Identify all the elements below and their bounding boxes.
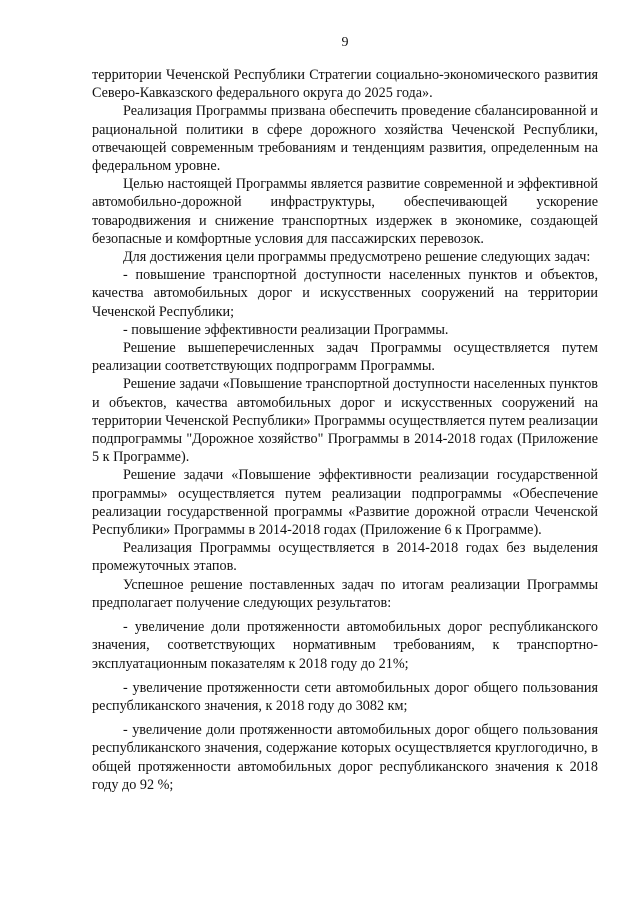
list-item: - повышение эффективности реализации Программы.	[123, 321, 449, 338]
paragraph: территории Чеченской Республики Стратегии социально-экономического развития Северо-Кавказского федерального округа до 2025 года».	[92, 67, 598, 102]
paragraph: Реализация Программы призвана обеспечить проведение сбалансированной и рациональной политики в сфере дорожного хозяйства Чеченской Республики, отвечающей современным требованиям и тенденциям развития, определенным на федеральном уровне.	[92, 103, 598, 175]
paragraph: Решение задачи «Повышение транспортной доступности населенных пунктов и объектов, качества автомобильных дорог и искусственных сооружений на территории Чеченской Республики» Программы осуществляется путем реализации подпрограммы "Дорожное хозяйство" Программы в 2014-2018 годах (Приложение 5 к Программе).	[92, 376, 598, 466]
list-item: - повышение транспортной доступности населенных пунктов и объектов, качества автомобильных дорог и искусственных сооружений на территории Чеченской Республики;	[92, 267, 598, 320]
page-number: 9	[341, 35, 349, 50]
paragraph: Решение задачи «Повышение эффективности реализации государственной программы» осуществляется путем реализации подпрограммы «Обеспечение реализации государственной программы «Развитие дорожной отрасли Чеченской Республики» Программы в 2014-2018 годах (Приложение 6 к Программе).	[92, 467, 598, 539]
paragraph: Решение вышеперечисленных задач Программы осуществляется путем реализации соответствующих подпрограмм Программы.	[92, 340, 598, 375]
document-body	[92, 66, 598, 794]
list-item: - увеличение доли протяженности автомобильных дорог общего пользования республиканского значения, содержание которых осуществляется круглогодично, в общей протяженности автомобильных дорог республиканского значения к 2018 году до 92 %;	[92, 722, 598, 793]
document-page	[92, 34, 598, 794]
paragraph: Целью настоящей Программы является развитие современной и эффективной автомобильно-дорожной инфраструктуры, обеспечивающей ускорение товародвижения и снижение транспортных издержек в экономике, создающей безопасные и комфортные условия для пассажирских перевозок.	[92, 176, 598, 247]
paragraph: Реализация Программы осуществляется в 2014-2018 годах без выделения промежуточных этапов.	[92, 540, 598, 575]
paragraph: Для достижения цели программы предусмотрено решение следующих задач:	[123, 249, 591, 266]
paragraph: Успешное решение поставленных задач по итогам реализации Программы предполагает получение следующих результатов:	[92, 576, 598, 611]
list-item: - увеличение доли протяженности автомобильных дорог республиканского значения, соответствующих нормативным требованиям, к транспортно-эксплуатационным показателям к 2018 году до 21%;	[92, 619, 598, 672]
list-item: - увеличение протяженности сети автомобильных дорог общего пользования республиканского значения, к 2018 году до 3082 км;	[92, 679, 598, 714]
